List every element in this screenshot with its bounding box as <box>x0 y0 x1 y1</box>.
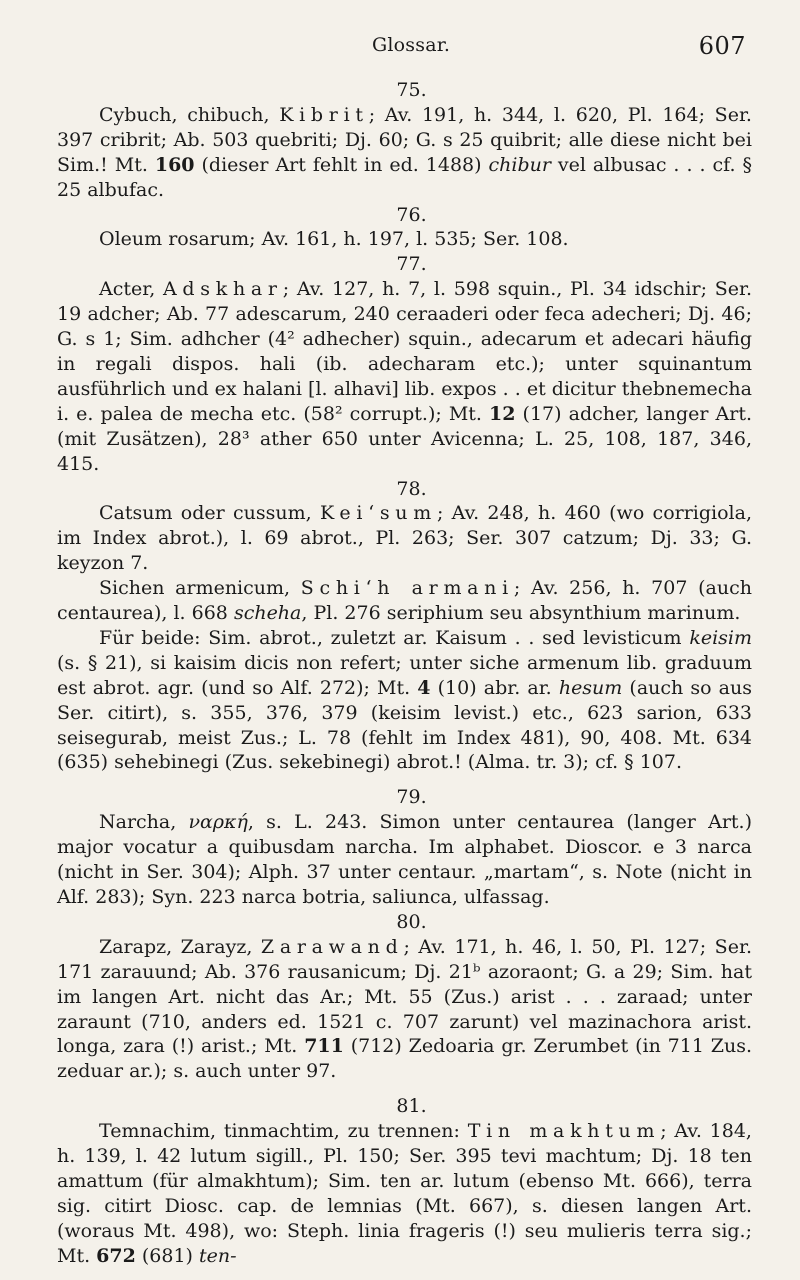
entry-80 <box>57 935 752 1084</box>
entry-80-bold-ref: 711 <box>304 1035 344 1058</box>
entry-78-para-2 <box>57 576 752 626</box>
entry-75-bold-ref: 160 <box>154 153 195 176</box>
entry-78-p2-text-b: ; Av. 256, h. 707 (auch centaurea), l. 668 <box>57 577 752 625</box>
entry-79-text-b: , s. L. 243. Simon unter centaurea (langer Art.) major vocatur a quibusdam narcha. Im alphabet. Dioscor. e 3 narca (nicht in Ser. 304); Alph. 37 unter centaur. „martam“, s. Note (nicht in Alf. 283); Syn. 223 narca botria, saliunca, ulfassag. <box>57 811 752 908</box>
entry-75-text-a: Cybuch, chibuch, <box>99 103 280 126</box>
entry-78-p1-text-b: ; Av. 248, h. 460 (wo corrigiola, im Index abrot.), l. 69 abrot., Pl. 263; Ser. 307 catzum; Dj. 33; G. keyzon 7. <box>57 502 752 575</box>
entry-78-p3-text-d: (auch so aus Ser. citirt), s. 355, 376, 379 (keisim levist.) etc., 623 sarion, 633 seisegurab, meist Zus.; L. 78 (fehlt im Index 481), 90, 408. Mt. 634 (635) sehebinegi (Zus. sekebinegi) abrot.! (Alma. tr. 3); cf. § 107. <box>57 676 752 774</box>
section-number-75: 75. <box>396 79 427 101</box>
running-title: Glossar. <box>372 34 451 56</box>
entry-78-para-3 <box>57 626 752 775</box>
entry-81-term: Tin makhtum <box>467 1120 661 1143</box>
entry-81-bold-ref: 672 <box>96 1244 136 1267</box>
section-number-80: 80. <box>396 910 427 933</box>
entry-78-p2-italic: scheha <box>233 602 302 625</box>
entry-79 <box>57 810 752 910</box>
entry-78-p2-text-c: , Pl. 276 seriphium seu absynthium marinum. <box>301 602 741 625</box>
section-number-79: 79. <box>396 786 427 809</box>
entry-78-p1-text-a: Catsum oder cussum, <box>99 502 320 525</box>
entry-78-para-1 <box>57 501 752 576</box>
entry-78-p3-italic-1: keisim <box>689 626 752 649</box>
entry-81-text-c: (681) <box>135 1244 200 1267</box>
entry-77-text-b: ; Av. 127, h. 7, l. 598 squin., Pl. 34 idschir; Ser. 19 adcher; Ab. 77 adescarum, 240 ceraaderi oder feca adecheri; Dj. 46; G. s 1; Sim. adhcher (4² adhecher) squin., adecarum et adecari häufig in regali dispos. hali (ib. adecharam etc.); unter squinantum ausführlich und ex halani [l. alhavi] lib. expos . . et dicitur thebnemecha i. e. palea de mecha etc. (58² corrupt.); Mt. <box>57 278 752 425</box>
entry-78-p3-text-b: (s. § 21), si kaisim dicis non refert; unter siche armenum lib. graduum est abrot. agr. (und so Alf. 272); Mt. <box>57 651 752 699</box>
entry-80-text-a: Zarapz, Zarayz, <box>99 935 261 958</box>
entry-78-p3-text-c: (10) abr. ar. <box>430 676 559 699</box>
entry-77-term: Adskhar <box>163 278 283 301</box>
entry-80-text-b: ; Av. 171, h. 46, l. 50, Pl. 127; Ser. 171 zarauund; Ab. 376 rausanicum; Dj. 21ᵇ azoraont; G. a 29; Sim. hat im langen Art. nicht das Ar.; Mt. 55 (Zus.) arist . . . zaraad; unter zaraunt (710, anders ed. 1521 c. 707 zarunt) vel mazinachora arist. longa, zara (!) arist.; Mt. <box>57 935 752 1058</box>
entry-78-p2-text-a: Sichen armenicum, <box>99 577 301 600</box>
entry-77-text-a: Acter, <box>99 278 164 301</box>
entry-79-greek: ναρκή <box>188 811 248 834</box>
entry-81-italic: ten- <box>199 1244 237 1267</box>
page-number: 607 <box>698 32 746 60</box>
entry-77-bold-ref: 12 <box>489 402 516 425</box>
entry-78-p3-text-a: Für beide: Sim. abrot., zuletzt ar. Kaisum . . sed levisticum <box>99 626 690 649</box>
entry-77 <box>57 277 752 476</box>
section-number-76: 76. <box>396 203 427 226</box>
entry-77-text-c: (17) adcher, langer Art. (mit Zusätzen), 28³ ather 650 unter Avicenna; L. 25, 108, 187, 346, 415. <box>57 402 753 475</box>
entry-81-text-b: ; Av. 184, h. 139, l. 42 lutum sigill., Pl. 150; Ser. 395 tevi machtum; Dj. 18 ten amattum (für almakhtum); Sim. ten ar. lutum (ebenso Mt. 666), terra sig. citirt Diosc. cap. de lemnias (Mt. 667), s. diesen langen Art. (woraus Mt. 498), wo: Steph. linia frageris (!) seu mulieris terra sig.; Mt. <box>57 1120 752 1267</box>
glossary-body <box>57 78 752 1269</box>
section-number-81: 81. <box>396 1095 427 1118</box>
spacer <box>57 775 752 785</box>
entry-75-text-b: ; Av. 191, h. 344, l. 620, Pl. 164; Ser. 397 cribrit; Ab. 503 quebriti; Dj. 60; G. s 25 quibrit; alle diese nicht bei Sim.! Mt. <box>57 103 752 176</box>
section-number-78: 78. <box>396 477 427 500</box>
entry-81-text-a: Temnachim, tinmachtim, zu trennen: <box>99 1120 468 1143</box>
entry-76: Oleum rosarum; Av. 161, h. 197, l. 535; Ser. 108. <box>99 228 569 251</box>
entry-78-p1-term: Kei‘sum <box>320 502 437 525</box>
entry-75-text-d: vel albusac . . . cf. § 25 albufac. <box>57 153 752 201</box>
entry-75 <box>57 103 752 203</box>
entry-78-p2-term: Schi‘h armani <box>300 577 514 600</box>
entry-78-p3-italic-2: hesum <box>558 676 623 699</box>
spacer <box>57 1084 752 1094</box>
entry-78-p3-bold-ref: 4 <box>417 676 431 699</box>
section-number-77: 77. <box>396 253 427 276</box>
entry-80-term: Zarawand <box>260 935 404 958</box>
page-header <box>0 34 800 64</box>
entry-75-term: Kibrit <box>279 103 369 126</box>
entry-79-text-a: Narcha, <box>99 811 189 834</box>
entry-80-text-c: (712) Zedoaria gr. Zerumbet (in 711 Zus. zeduar ar.); s. auch unter 97. <box>57 1035 752 1083</box>
entry-75-italic: chibur <box>488 153 551 176</box>
entry-75-text-c: (dieser Art fehlt in ed. 1488) <box>194 153 489 176</box>
entry-81 <box>57 1119 752 1268</box>
